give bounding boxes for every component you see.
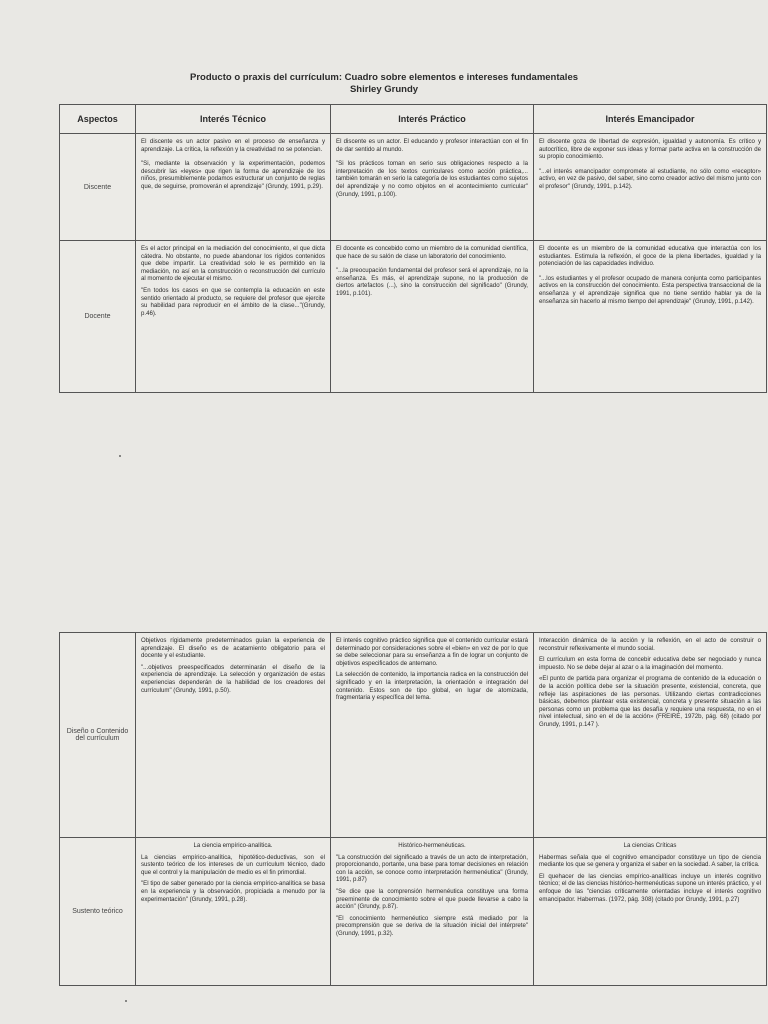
title-line-2: Shirley Grundy [349, 84, 419, 95]
document-title [0, 72, 768, 96]
aspect-label: Docente [60, 241, 136, 393]
cell-paragraph: "Se dice que la comprensión hermenéutica constituye una forma preeminente de conocimiento sobre el que puede llevarse a cabo la acción" (Grundy, p.87). [336, 887, 528, 911]
cell-subtitle: Histórico-hermenéuticas. [398, 842, 466, 849]
table-row-diseno [60, 633, 767, 838]
cell-tecnico [136, 838, 331, 986]
cell-tecnico [136, 134, 331, 241]
cell-paragraph: Es el actor principal en la mediación del conocimiento, el que dicta cátedra. No obstante, no puede abandonar los rígidos contenidos que debe impartir. La creatividad solo le es permitido en la mediación, no así en la construcción o reconstrucción del currículo al momento de ejecutar el mismo. [141, 245, 325, 283]
cell-subtitle: La ciencia empírico-analítica. [193, 842, 273, 849]
cell-practico [331, 838, 534, 986]
cell-paragraph: "...el interés emancipador compromete al estudiante, no sólo como «receptor» activo, en vez de pasivo, del saber, sino como creador activo del mismo junto con el profesor" (Grundy, 1991, p.142). [539, 167, 761, 190]
cell-emancipador [534, 633, 767, 838]
header-aspectos: Aspectos [60, 105, 136, 134]
cell-subtitle: La ciencias Críticas [623, 842, 677, 849]
aspect-label: Diseño o Contenido del currículum [60, 633, 136, 838]
cell-paragraph: El discente goza de libertad de expresión, igualdad y autonomía. Es crítico y autocrítico, libre de exponer sus ideas y formar parte activa en la construcción de su propio conocimiento. [539, 138, 761, 161]
cell-practico [331, 241, 534, 393]
table-row-docente [60, 241, 767, 393]
cell-paragraph: "...la preocupación fundamental del profesor será el aprendizaje, no la enseñanza. Es más, el aprendizaje supone, no la producción de ciertos artefactos (...), sino la construcción del significado" (Grundy, 1991, p.101). [336, 267, 528, 297]
cell-practico [331, 633, 534, 838]
aspect-label: Discente [60, 134, 136, 241]
cell-tecnico [136, 633, 331, 838]
cell-tecnico [136, 241, 331, 393]
table-header-row [60, 105, 767, 134]
header-interes-practico: Interés Práctico [331, 105, 534, 134]
cell-paragraph: "Si los prácticos toman en serio sus obligaciones respecto a la interpretación de los textos curriculares como acción práctica,... también tomarán en serio la categoría de los estudiantes como sujetos del aprendizaje y no como objetos en el acontecimiento curricular" (Grundy, 1991, p.100). [336, 160, 528, 198]
scan-speck [119, 455, 121, 457]
cell-paragraph: "En todos los casos en que se contempla la educación en este sentido orientado al producto, se requiere del profesor que ejercite su habilidad para reproducir en el ámbito de la clase..."(Grundy, p.46). [141, 286, 325, 317]
table-row-discente [60, 134, 767, 241]
table-row-sustento [60, 838, 767, 986]
cell-paragraph: El docente es un miembro de la comunidad educativa que interactúa con los estudiantes. Estimula la reflexión, el goce de la plena libertades, igualdad y la potenciación de las capacidades individuo. [539, 245, 761, 268]
cell-paragraph: La selección de contenido, la importancia radica en la construcción del significado y en la interpretación, la orientación e integración del contenido. Estos son de tipo global, en lugar de atomizada, fragmentaria y específica del tema. [336, 671, 528, 702]
cell-paragraph: Interacción dinámica de la acción y la reflexión, en el acto de construir o reconstruir reflexivamente el mundo social. [539, 637, 761, 652]
cell-paragraph: Objetivos rígidamente predeterminados guían la experiencia de aprendizaje. El diseño es de acatamiento obligatorio para el docente y el estudiante. [141, 637, 325, 660]
cell-paragraph: El discente es un actor. El educando y profesor interactúan con el fin de dar sentido al mundo. [336, 138, 528, 153]
cell-paragraph: "Si, mediante la observación y la experimentación, podemos descubrir las «leyes» que rigen la forma de aprendizaje de los niños, presumiblemente podamos estructurar un conjunto de reglas que, de seguirse, promoverán el aprendizaje" (Grundy, 1991, p.29). [141, 160, 325, 190]
scan-speck [125, 1000, 127, 1002]
cell-paragraph: El currículum en esta forma de concebir educativa debe ser negociado y nunca impuesto. No se debe dejar al azar o a la imaginación del momento. [539, 656, 761, 671]
cell-paragraph: "La construcción del significado a través de un acto de interpretación, proporcionando, portante, una base para tomar decisiones en relación con la acción, se conoce como interpretación hermenéutica" (Grundy, 1991, p.87) [336, 853, 528, 884]
comparison-table-part-1 [59, 104, 767, 393]
cell-paragraph: El discente es un actor pasivo en el proceso de enseñanza y aprendizaje. La crítica, la reflexión y la creatividad no se potencian. [141, 138, 325, 153]
cell-paragraph: El quehacer de las ciencias empírico-analíticas incluye un interés cognitivo técnico; el de las ciencias histórico-hermenéuticas supone un interés práctico, y el enfoque de las "ciencias críticamente orientadas incluye el interés cognitivo emancipador. Habermas. (1972, pág. 308) (citado por Grundy, 1991, p.27) [539, 872, 761, 903]
header-interes-tecnico: Interés Técnico [136, 105, 331, 134]
cell-paragraph: El docente es concebido como un miembro de la comunidad científica, que hace de su salón de clase un laboratorio del conocimiento. [336, 245, 528, 260]
cell-practico [331, 134, 534, 241]
cell-paragraph: «El punto de partida para organizar el programa de contenido de la educación o de la acción política debe ser la situación presente, existencial, concreta, que refleje las aspiraciones de las personas. Utilizando ciertas contradicciones básicas, debemos plantear esta existencial, concreta y presente situación a las personas como un problema que las desafía y requiere una respuesta, no en el nivel intelectual, sino en el de la acción» (FREIRE, 1972b, pág. 68) (citado por Grundy, 1991, p.147 ). [539, 675, 761, 728]
cell-paragraph: La ciencias empírico-analítica, hipotético-deductivas, son el sustento teórico de los intereses de un currículum técnico, dado que el control y la manipulación de medio es el fin primordial. [141, 853, 325, 876]
cell-emancipador [534, 838, 767, 986]
title-line-1: Producto o praxis del currículum: Cuadro sobre elementos e intereses fundamentales [189, 72, 579, 83]
cell-paragraph: "El conocimiento hermenéutico siempre está mediado por la precomprensión que se deriva de la situación inicial del intérprete" (Grundy, 1991, p.32). [336, 914, 528, 937]
cell-paragraph: "...los estudiantes y el profesor ocupado de manera conjunta como participantes activos en la construcción del conocimiento. Esta perspectiva transaccional de la enseñanza y el aprendizaje significa que no tiene sentido hablar ya de la enseñanza sin hacerlo al mismo tiempo del aprendizaje" (Grundy, 1991, p.142). [539, 274, 761, 305]
cell-emancipador [534, 134, 767, 241]
cell-emancipador [534, 241, 767, 393]
cell-paragraph: "El tipo de saber generado por la ciencia empírico-analítica se basa en la experiencia y la observación, propiciada a menudo por la experimentación" (Grundy, 1991, p.28). [141, 880, 325, 903]
cell-paragraph: "...objetivos preespecificados determinarán el diseño de la experiencia de aprendizaje. La selección y organización de estas experiencias dependerán de la habilidad de los creadores del currículum" (Grundy, 1991, p.50). [141, 663, 325, 694]
cell-paragraph: El interés cognitivo práctico significa que el contenido curricular estará determinado por consideraciones sobre el «bien» en vez de por lo que se debe seleccionar para su enseñanza a fin de lograr un conjunto de objetivos especificados de antemano. [336, 637, 528, 667]
comparison-table-part-2 [59, 632, 767, 986]
header-interes-emancipador: Interés Emancipador [534, 105, 767, 134]
aspect-label: Sustento teórico [60, 838, 136, 986]
cell-paragraph: Habermas señala que el cognitivo emancipador constituye un tipo de ciencia mediante los que se genera y organiza el saber en la sociedad. A saber, la crítica. [539, 853, 761, 869]
